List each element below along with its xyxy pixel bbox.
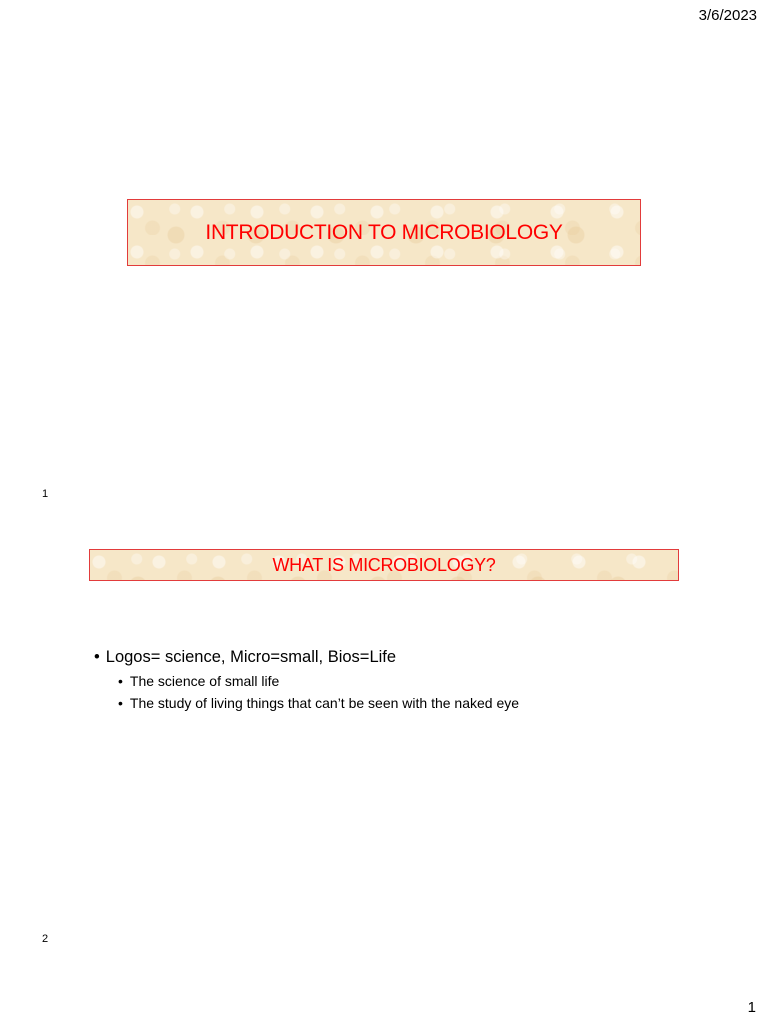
- slide-1-title: INTRODUCTION TO MICROBIOLOGY: [205, 220, 563, 244]
- slide-2-bullet-list: [94, 646, 519, 714]
- page-date: 3/6/2023: [698, 7, 757, 24]
- sub-bullet-item: • The science of small life: [118, 670, 519, 692]
- slide-2-number: 2: [42, 933, 49, 945]
- slide-2-title-box: [89, 549, 679, 581]
- page-number: 1: [747, 999, 756, 1016]
- slide-1-number: 1: [42, 488, 49, 500]
- slide-1-title-box: [127, 199, 641, 266]
- bullet-text: • Logos= science, Micro=small, Bios=Life: [94, 648, 396, 666]
- slide-2-title: WHAT IS MICROBIOLOGY?: [272, 554, 496, 575]
- bullet-item: [94, 646, 519, 714]
- sub-bullet-list: [118, 670, 519, 714]
- sub-bullet-item: • The study of living things that can’t be seen with the naked eye: [118, 692, 519, 714]
